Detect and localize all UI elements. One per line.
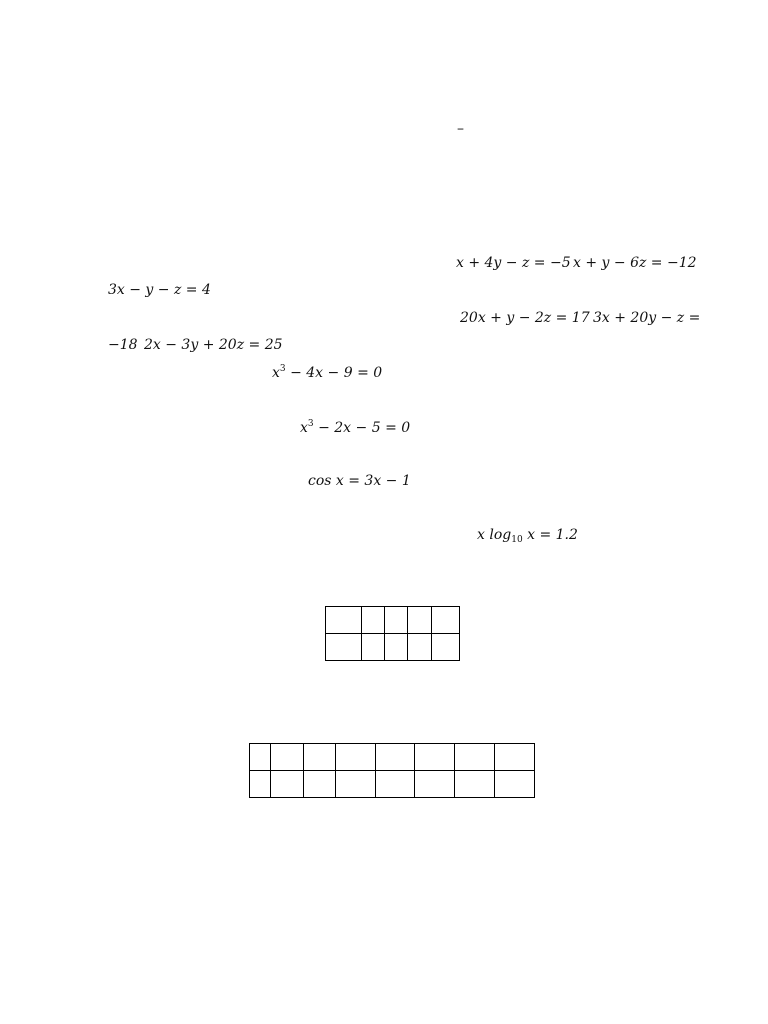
table-row — [250, 744, 535, 771]
table-cell — [326, 634, 362, 661]
table-cell — [455, 744, 495, 771]
equation-6: 2x − 3y + 20z = 25 — [144, 337, 283, 353]
log-prefix: x log — [477, 527, 512, 543]
dash-mark: – — [457, 121, 464, 137]
table-cell — [376, 744, 415, 771]
table-cell — [336, 744, 376, 771]
equation-3: 3x − y − z = 4 — [108, 282, 211, 298]
empty-table-2 — [249, 743, 535, 798]
table-cell — [455, 771, 495, 798]
cosine-equation: cos x = 3x − 1 — [308, 473, 411, 489]
table-cell — [250, 771, 271, 798]
table-cell — [376, 771, 415, 798]
cubic-1-base: x — [272, 365, 280, 381]
table-row — [250, 771, 535, 798]
table-cell — [250, 744, 271, 771]
table-cell — [415, 744, 455, 771]
table-cell — [336, 771, 376, 798]
table-cell — [271, 771, 304, 798]
table-cell — [432, 607, 460, 634]
table-cell — [304, 771, 336, 798]
cubic-2-base: x — [300, 420, 308, 436]
cubic-equation-2 — [300, 420, 410, 435]
table-cell — [415, 771, 455, 798]
table-row — [326, 607, 460, 634]
cubic-1-rest: − 4x − 9 = 0 — [285, 365, 383, 381]
table-cell — [385, 607, 408, 634]
table-cell — [408, 607, 432, 634]
empty-table-1 — [325, 606, 460, 661]
table-cell — [495, 771, 535, 798]
log-suffix: x = 1.2 — [522, 527, 578, 543]
equation-1: x + 4y − z = −5 — [456, 255, 571, 271]
equation-2: x + y − 6z = −12 — [573, 255, 697, 271]
log-equation — [477, 528, 578, 545]
table-cell — [362, 634, 385, 661]
table-cell — [326, 607, 362, 634]
cubic-2-exponent: 3 — [307, 419, 314, 429]
equation-4: 20x + y − 2z = 17 — [460, 310, 590, 326]
table-cell — [408, 634, 432, 661]
cubic-2-rest: − 2x − 5 = 0 — [313, 420, 411, 436]
table-row — [326, 634, 460, 661]
equation-5: 3x + 20y − z = — [593, 310, 701, 326]
cubic-equation-1 — [272, 365, 382, 380]
table-cell — [385, 634, 408, 661]
table-cell — [362, 607, 385, 634]
equation-6-constant: −18 — [108, 337, 138, 353]
table-cell — [304, 744, 336, 771]
cubic-1-exponent: 3 — [279, 364, 286, 374]
log-base: 10 — [511, 535, 523, 545]
table-cell — [495, 744, 535, 771]
table-cell — [432, 634, 460, 661]
table-cell — [271, 744, 304, 771]
